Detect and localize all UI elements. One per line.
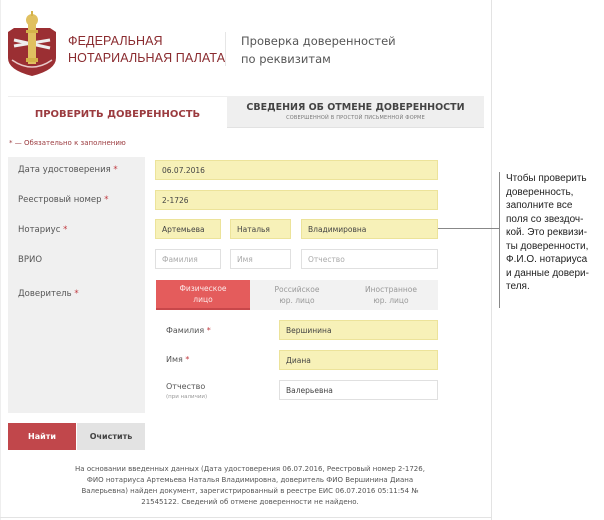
annotation-line: Ф.И.О. нотариуса bbox=[506, 254, 588, 265]
annotation-bracket-line bbox=[499, 172, 500, 308]
annotation-pointer-line bbox=[438, 228, 500, 229]
principal-patronymic-label: Отчество bbox=[166, 382, 206, 391]
page-title bbox=[241, 32, 396, 68]
org-name-line2: НОТАРИАЛЬНАЯ ПАЛАТА bbox=[68, 51, 226, 65]
notary-last-name-input[interactable]: Артемьева bbox=[155, 219, 221, 239]
header-divider bbox=[225, 32, 226, 66]
annotation-line: кой. Это реквизи- bbox=[506, 227, 588, 238]
result-line: 21545122. Сведений об отмене доверенности не найдено. bbox=[141, 498, 359, 506]
annotation-line: доверенность, bbox=[506, 186, 574, 198]
required-star: * bbox=[206, 326, 211, 335]
label-text: Имя bbox=[166, 355, 183, 364]
annotation-line: ты доверенности, bbox=[506, 240, 589, 252]
certification-date-label bbox=[18, 165, 118, 175]
notary-emblem-icon bbox=[4, 10, 60, 80]
find-button[interactable]: Найти bbox=[8, 423, 76, 450]
toggle-label: Иностранное bbox=[365, 285, 417, 294]
label-text: Доверитель bbox=[18, 289, 72, 299]
annotation-line: заполните все bbox=[506, 200, 573, 211]
label-text: Нотариус bbox=[18, 225, 61, 235]
registry-number-input[interactable]: 2-1726 bbox=[155, 190, 438, 210]
annotation-callout bbox=[506, 172, 604, 294]
certification-date-input[interactable]: 06.07.2016 bbox=[155, 160, 438, 180]
required-note: * — Обязательно к заполнению bbox=[9, 139, 126, 147]
required-star: * bbox=[104, 195, 109, 205]
required-star: * bbox=[63, 225, 68, 235]
principal-patronymic-note: (при наличии) bbox=[166, 394, 208, 400]
principal-type-russian-entity[interactable] bbox=[250, 280, 344, 310]
annotation-line: и данные довери- bbox=[506, 267, 589, 279]
tab-check-power-of-attorney[interactable] bbox=[8, 96, 227, 128]
toggle-label: юр. лицо bbox=[279, 296, 315, 305]
label-text: Дата удостоверения bbox=[18, 165, 111, 175]
result-line: Валерьевна) найден документ, зарегистрированный в реестре ЕИС 06.07.2016 05:11:54 № bbox=[81, 487, 419, 495]
tab-label: ПРОВЕРИТЬ ДОВЕРЕННОСТЬ bbox=[34, 109, 201, 120]
annotation-line: Чтобы проверить bbox=[506, 173, 587, 184]
search-result-text bbox=[40, 464, 460, 508]
tab-sublabel: СОВЕРШЕННОЙ В ПРОСТОЙ ПИСЬМЕННОЙ ФОРМЕ bbox=[286, 115, 425, 121]
tab-revocation-info[interactable] bbox=[227, 96, 484, 128]
vrio-first-name-input[interactable]: Имя bbox=[230, 249, 291, 269]
org-name-line1: ФЕДЕРАЛЬНАЯ bbox=[68, 34, 163, 48]
result-line: ФИО нотариуса Артемьева Наталья Владимировна, доверитель ФИО Вершинина Диана bbox=[86, 476, 414, 484]
tab-label: СВЕДЕНИЯ ОБ ОТМЕНЕ ДОВЕРЕННОСТИ bbox=[246, 102, 465, 113]
notary-label bbox=[18, 225, 67, 235]
principal-patronymic-input[interactable]: Валерьевна bbox=[279, 380, 438, 400]
required-star: * bbox=[74, 289, 79, 299]
principal-type-foreign-entity[interactable] bbox=[344, 280, 438, 310]
required-star: * bbox=[113, 165, 118, 175]
notary-patronymic-input[interactable]: Владимировна bbox=[301, 219, 438, 239]
vrio-patronymic-input[interactable]: Отчество bbox=[301, 249, 438, 269]
bottom-divider bbox=[0, 517, 492, 518]
principal-last-name-label bbox=[166, 326, 211, 335]
principal-type-individual[interactable] bbox=[156, 280, 250, 310]
page-title-line2: по реквизитам bbox=[241, 52, 331, 66]
tab-bar bbox=[8, 96, 484, 128]
principal-first-name-label bbox=[166, 355, 189, 364]
toggle-label: юр. лицо bbox=[373, 296, 409, 305]
toggle-label: Российское bbox=[274, 285, 320, 294]
registry-number-label bbox=[18, 195, 109, 205]
vrio-label: ВРИО bbox=[18, 255, 43, 265]
result-line: На основании введенных данных (Дата удостоверения 06.07.2016, Реестровый номер 2-1726, bbox=[75, 465, 425, 473]
principal-label bbox=[18, 289, 79, 299]
annotation-line: поля со звездоч- bbox=[506, 213, 584, 225]
clear-button[interactable]: Очистить bbox=[77, 423, 145, 450]
required-star: * bbox=[185, 355, 190, 364]
label-text: Фамилия bbox=[166, 326, 205, 335]
label-text: Реестровый номер bbox=[18, 195, 102, 205]
principal-last-name-input[interactable]: Вершинина bbox=[279, 320, 438, 340]
notary-first-name-input[interactable]: Наталья bbox=[230, 219, 291, 239]
page-title-line1: Проверка доверенностей bbox=[241, 34, 396, 48]
principal-first-name-input[interactable]: Диана bbox=[279, 350, 438, 370]
vrio-last-name-input[interactable]: Фамилия bbox=[155, 249, 221, 269]
organization-name bbox=[68, 33, 225, 67]
annotation-line: теля. bbox=[506, 281, 530, 292]
toggle-label: Физическое bbox=[179, 284, 227, 293]
toggle-label: лицо bbox=[193, 295, 213, 304]
